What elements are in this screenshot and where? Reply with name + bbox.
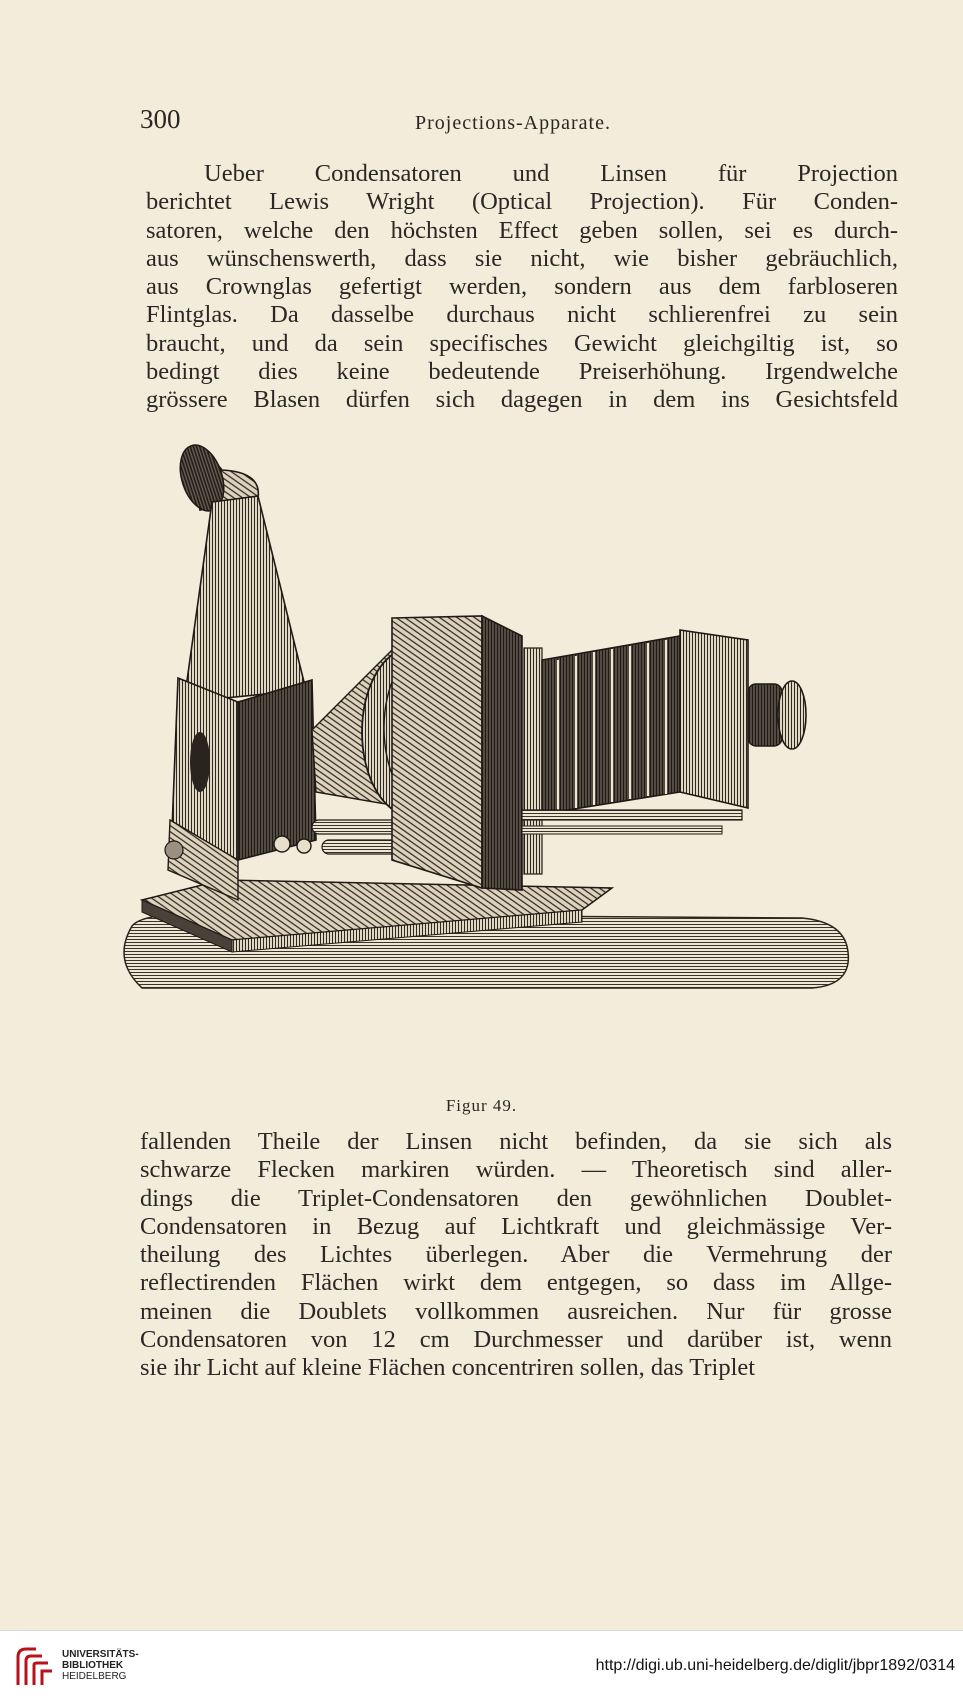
text-line: Condensatoren von 12 cm Durchmesser und darüber ist, wenn <box>140 1326 892 1354</box>
text-line: Condensatoren in Bezug auf Lichtkraft und gleichmässige Ver- <box>140 1212 892 1240</box>
library-name-line: UNIVERSITÄTS- <box>62 1649 139 1660</box>
running-head <box>140 104 900 144</box>
text-line: braucht, und da sein specifisches Gewicht gleichgiltig ist, so <box>146 329 898 357</box>
text-line: aus wünschenswerth, dass sie nicht, wie bisher gebräuchlich, <box>146 244 898 272</box>
library-name-line: HEIDELBERG <box>62 1671 127 1682</box>
running-title: Projections-Apparate. <box>415 112 611 134</box>
library-name-line: BIBLIOTHEK <box>62 1660 124 1671</box>
text-line: schwarze Flecken markiren würden. — Theoretisch sind aller- <box>140 1156 892 1184</box>
figure-caption: Figur 49. <box>445 1096 518 1115</box>
library-name <box>62 1649 182 1682</box>
text-line: dings die Triplet-Condensatoren den gewöhnlichen Doublet- <box>140 1184 892 1212</box>
text-line: theilung des Lichtes überlegen. Aber die Vermehrung der <box>140 1241 892 1269</box>
text-line: aus Crownglas gefertigt werden, sondern aus dem farbloseren <box>146 273 898 301</box>
projection-apparatus-engraving <box>112 440 920 1070</box>
text-line: bedingt dies keine bedeutende Preiserhöhung. Irgendwelche <box>146 358 898 386</box>
library-footer <box>0 1630 963 1701</box>
text-line: berichtet Lewis Wright (Optical Projection). Für Conden- <box>146 188 898 216</box>
university-library-logo-icon <box>12 1645 56 1691</box>
text-line: Ueber Condensatoren und Linsen für Projection <box>204 160 898 187</box>
page-number: 300 <box>140 104 181 134</box>
paragraph-bottom <box>140 1128 892 1383</box>
source-url-link[interactable]: http://digi.ub.uni-heidelberg.de/diglit/jbpr1892/0314 <box>595 1657 955 1674</box>
text-line: reflectirenden Flächen wirkt dem entgegen, so dass im Allge- <box>140 1269 892 1297</box>
text-line: Flintglas. Da dasselbe durchaus nicht schlierenfrei zu sein <box>146 301 898 329</box>
text-line: fallenden Theile der Linsen nicht befinden, da sie sich als <box>140 1128 892 1155</box>
paragraph-top <box>146 160 898 415</box>
text-line: meinen die Doublets vollkommen ausreichen. Nur für grosse <box>140 1297 892 1325</box>
engraving-illustration <box>112 440 920 1070</box>
text-line: satoren, welche den höchsten Effect geben sollen, sei es durch- <box>146 216 898 244</box>
text-line: grössere Blasen dürfen sich dagegen in dem ins Gesichtsfeld <box>146 386 898 414</box>
text-line: sie ihr Licht auf kleine Flächen concentriren sollen, das Triplet <box>140 1354 756 1382</box>
